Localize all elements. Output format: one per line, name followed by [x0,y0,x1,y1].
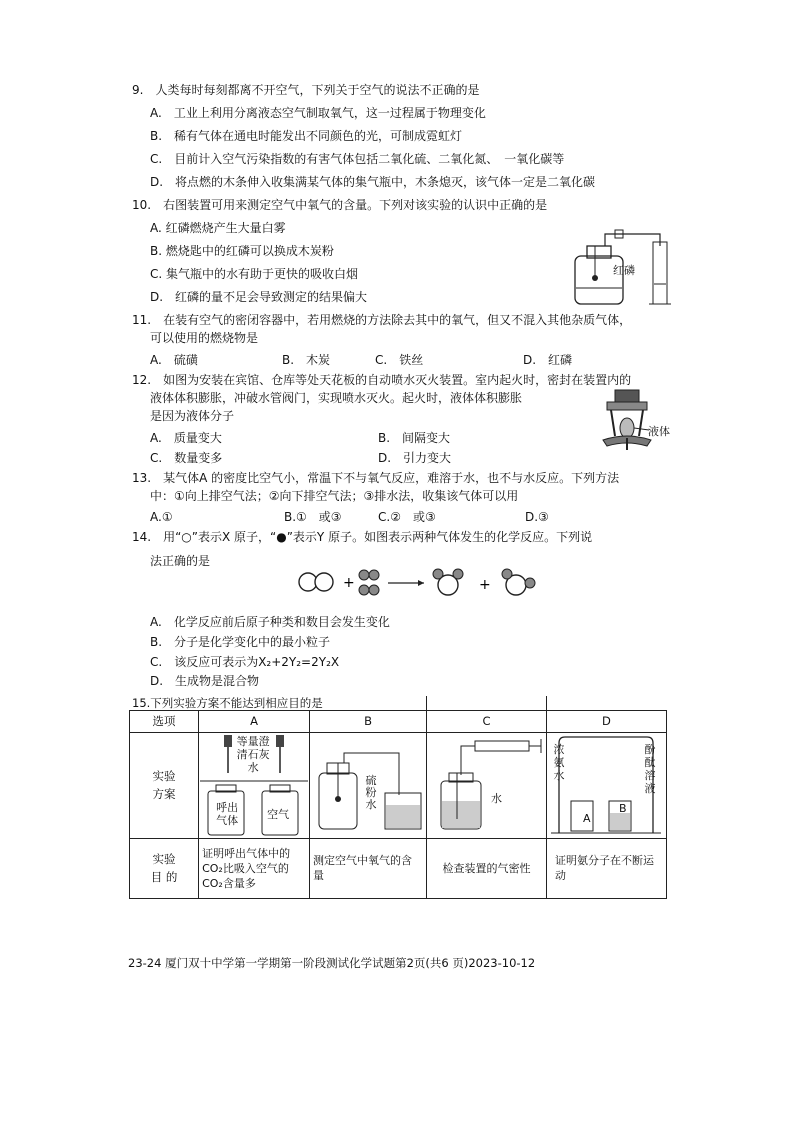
q13-option-a: A.① [150,510,173,524]
q15-purpose-c: 检查装置的气密性 [427,838,547,898]
q15-fig-a-dropper-label: 等量澄清石灰水 [236,734,270,774]
q11-option-a: A. 硫磺 [150,353,198,367]
q15-purpose-b: 测定空气中氧气的含量 [310,838,427,898]
q10-figure-label: 红磷 [613,264,635,277]
q15-fig-b-label: 硫粉水 [365,773,377,811]
q11-option-c: C. 铁丝 [375,353,424,367]
q9-option-b: B. 稀有气体在通电时能发出不同颜色的光，可制成霓虹灯 [150,129,463,143]
q15-fig-d-beaker-a: A [582,811,591,825]
q15-experiment-table [129,696,667,899]
q15-fig-a-cell [199,732,310,838]
svg-text:+: + [343,575,355,591]
q14-stem-line1: 14. 用“○”表示X 原子，“●”表示Y 原子。如图表示两种气体发生的化学反应。下列说 [132,530,593,544]
q10-stem: 10. 右图装置可用来测定空气中氧气的含量。下列对该实验的认识中正确的是 [132,198,548,212]
page-footer: 23-24 厦门双十中学第一学期第一阶段测试化学试题第2页(共6 页)2023-10-12 [128,956,536,970]
q13-option-c: C.② 或③ [378,510,436,524]
svg-text:+: + [479,577,491,593]
q15-fig-a-left-label: 呼出气体 [216,800,239,827]
q12-stem-line2: 液体体积膨胀，冲破水管阀门，实现喷水灭火。起火时，液体体积膨胀 [150,391,523,405]
q15-col-c: C [427,710,547,732]
q15-purpose-a: 证明呼出气体中的CO₂比吸入空气的CO₂含量多 [199,838,310,898]
q11-stem-line1: 11. 在装有空气的密闭容器中，若用燃烧的方法除去其中的氧气，但又不混入其他杂质气体， [132,313,632,327]
q14-option-c: C. 该反应可表示为X₂+2Y₂=2Y₂X [150,655,340,669]
q12-figure-label: 液体 [648,425,670,438]
q15-fig-a-right-label: 空气 [267,807,290,821]
q14-option-d: D. 生成物是混合物 [150,674,260,688]
q15-fig-c-cell [427,732,547,838]
q15-row-plan-label: 实验 方案 [130,732,199,838]
q15-fig-d-left-label: 浓氨水 [553,742,565,782]
q10-option-c: C. 集气瓶中的水有助于更快的吸收白烟 [150,267,359,281]
q12-option-b: B. 间隔变大 [378,431,451,445]
q12-option-c: C. 数量变多 [150,451,223,465]
q9-option-c: C. 目前计入空气污染指数的有害气体包括二氧化硫、二氧化氮、 一氧化碳等 [150,152,565,166]
q12-option-a: A. 质量变大 [150,431,222,445]
q10-option-b: B. 燃烧匙中的红磷可以换成木炭粉 [150,244,334,258]
q15-col-a: A [199,710,310,732]
q14-option-a: A. 化学反应前后原子种类和数目会发生变化 [150,615,390,629]
q13-option-d: D.③ [525,510,549,524]
q15-purpose-d: 证明氨分子在不断运动 [546,838,666,898]
q12-stem-line1: 12. 如图为安装在宾馆、仓库等处天花板的自动喷水灭火装置。室内起火时，密封在装置内的 [132,373,632,387]
q13-option-b: B.① 或③ [284,510,342,524]
q15-row-purpose-label: 实验 目 的 [130,838,199,898]
q11-option-d: D. 红磷 [523,353,573,367]
q15-fig-d-right-label: 酚酞溶液 [644,742,656,795]
q10-option-d: D. 红磷的量不足会导致测定的结果偏大 [150,290,368,304]
q9-option-d: D. 将点燃的木条伸入收集满某气体的集气瓶中，木条熄灭，该气体一定是二氧化碳 [150,175,596,189]
q13-stem-line2: 中：①向上排空气法；②向下排空气法；③排水法，收集该气体可以用 [150,489,519,503]
q13-stem-line1: 13. 某气体A 的密度比空气小，常温下不与氧气反应，难溶于水，也不与水反应。下列方法 [132,471,620,485]
q14-stem-line2: 法正确的是 [150,554,211,568]
q11-option-b: B. 木炭 [282,353,331,367]
q14-reaction-diagram [296,565,546,601]
q15-fig-d-cell [546,732,666,838]
q14-option-b: B. 分子是化学变化中的最小粒子 [150,635,331,649]
q9-stem: 9. 人类每时每刻都离不开空气，下列关于空气的说法不正确的是 [132,83,480,97]
q15-stem: 15.下列实验方案不能达到相应目的是 [132,696,323,710]
q15-fig-d-beaker-b: B [618,801,627,815]
q15-header-label: 选项 [130,710,199,732]
q9-option-a: A. 工业上利用分离液态空气制取氧气，这一过程属于物理变化 [150,106,486,120]
q12-option-d: D. 引力变大 [378,451,452,465]
q15-col-d: D [546,710,666,732]
q15-fig-c-label: 水 [491,791,502,805]
q10-option-a: A. 红磷燃烧产生大量白雾 [150,221,286,235]
q15-col-b: B [310,710,427,732]
q15-fig-c [427,735,545,835]
q11-stem-line2: 可以使用的燃烧物是 [150,331,259,345]
q15-fig-b-cell [310,732,427,838]
q12-stem-line3: 是因为液体分子 [150,409,235,423]
